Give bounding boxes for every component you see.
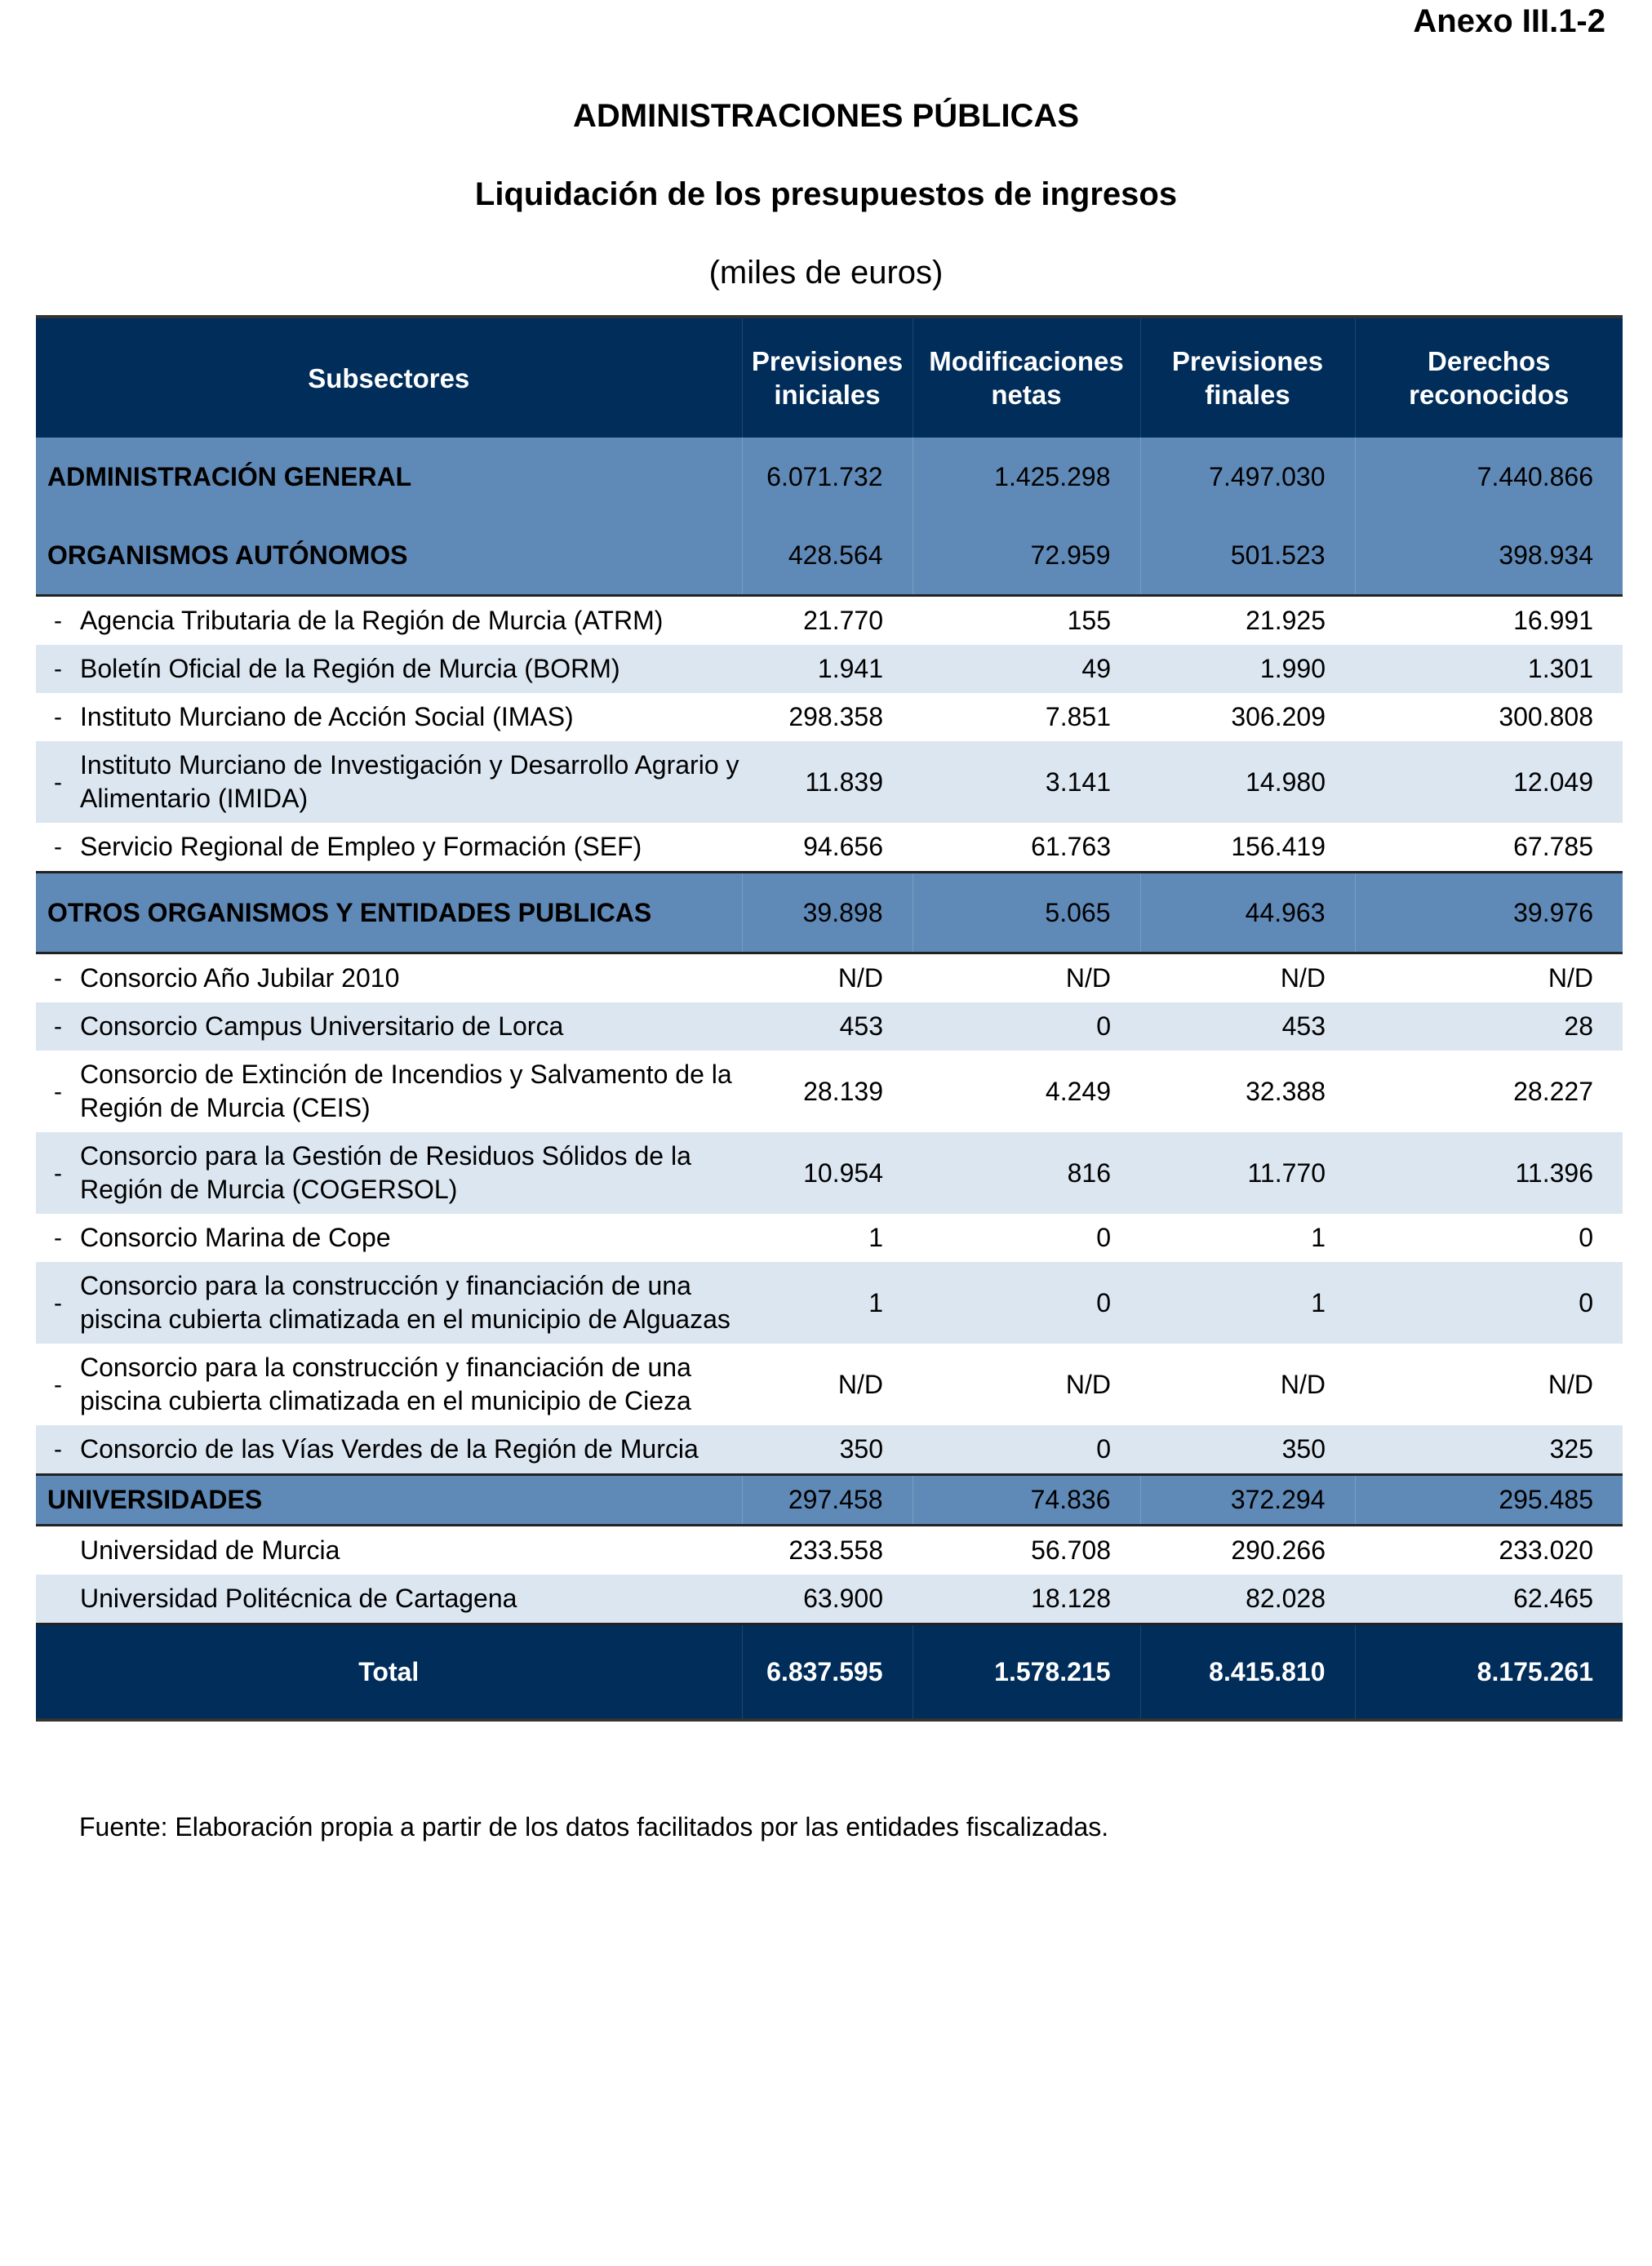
- value-cell: 32.388: [1140, 1051, 1355, 1132]
- row-label: Boletín Oficial de la Región de Murcia (BORM): [80, 654, 620, 683]
- total-value-cell: 1.578.215: [913, 1624, 1140, 1721]
- table-header-row: [36, 317, 1623, 438]
- value-cell: 28.139: [742, 1051, 913, 1132]
- row-label: Consorcio para la construcción y financiación de una piscina cubierta climatizada en el municipio de Alguazas: [80, 1271, 731, 1334]
- value-cell: 0: [1355, 1214, 1623, 1262]
- value-cell: 28.227: [1355, 1051, 1623, 1132]
- table-row: [36, 823, 1623, 873]
- value-cell: 1.941: [742, 645, 913, 693]
- total-value-cell: 8.175.261: [1355, 1624, 1623, 1721]
- bullet-dash: -: [54, 655, 62, 682]
- value-cell: 0: [913, 1262, 1140, 1344]
- value-cell: 233.558: [742, 1526, 913, 1575]
- value-cell: 0: [1355, 1262, 1623, 1344]
- value-cell: 49: [913, 645, 1140, 693]
- value-cell: 6.071.732: [742, 438, 913, 516]
- value-cell: 453: [742, 1002, 913, 1051]
- section-row: [36, 438, 1623, 516]
- value-cell: 428.564: [742, 516, 913, 596]
- value-cell: N/D: [913, 1344, 1140, 1425]
- value-cell: N/D: [1355, 1344, 1623, 1425]
- value-cell: 501.523: [1140, 516, 1355, 596]
- total-value-cell: 6.837.595: [742, 1624, 913, 1721]
- value-cell: 295.485: [1355, 1475, 1623, 1526]
- table-row: [36, 1002, 1623, 1051]
- document-title: ADMINISTRACIONES PÚBLICAS: [572, 98, 1080, 134]
- section-label: UNIVERSIDADES: [36, 1475, 742, 1526]
- table-row: [36, 1425, 1623, 1475]
- value-cell: 350: [742, 1425, 913, 1475]
- value-cell: 1: [1140, 1214, 1355, 1262]
- section-row: [36, 873, 1623, 953]
- budget-table: [36, 315, 1623, 1722]
- value-cell: N/D: [742, 953, 913, 1003]
- value-cell: N/D: [1140, 1344, 1355, 1425]
- bullet-dash: -: [54, 1371, 62, 1398]
- value-cell: 306.209: [1140, 693, 1355, 741]
- value-cell: 18.128: [913, 1575, 1140, 1624]
- value-cell: 11.396: [1355, 1132, 1623, 1214]
- table-row: [36, 953, 1623, 1003]
- value-cell: 0: [913, 1214, 1140, 1262]
- bullet-dash: -: [54, 1289, 62, 1317]
- value-cell: 1: [1140, 1262, 1355, 1344]
- value-cell: 1.990: [1140, 645, 1355, 693]
- bullet-dash: -: [54, 1436, 62, 1463]
- table-row: [36, 693, 1623, 741]
- bullet-dash: -: [54, 1077, 62, 1105]
- value-cell: 72.959: [913, 516, 1140, 596]
- document-subtitle: Liquidación de los presupuestos de ingresos: [474, 176, 1178, 212]
- value-cell: 0: [913, 1002, 1140, 1051]
- value-cell: 155: [913, 596, 1140, 646]
- row-label: Consorcio para la construcción y financiación de una piscina cubierta climatizada en el municipio de Cieza: [80, 1353, 691, 1415]
- value-cell: N/D: [742, 1344, 913, 1425]
- value-cell: 290.266: [1140, 1526, 1355, 1575]
- value-cell: 56.708: [913, 1526, 1140, 1575]
- table-row: [36, 741, 1623, 823]
- source-note: Fuente: Elaboración propia a partir de los datos facilitados por las entidades fiscalizadas.: [79, 1812, 1109, 1842]
- row-label: Consorcio Marina de Cope: [80, 1223, 391, 1252]
- row-label: Servicio Regional de Empleo y Formación (SEF): [80, 832, 642, 861]
- header-previsiones-iniciales: Previsiones iniciales: [742, 317, 913, 438]
- value-cell: 21.925: [1140, 596, 1355, 646]
- value-cell: 300.808: [1355, 693, 1623, 741]
- row-label: Universidad Politécnica de Cartagena: [80, 1584, 517, 1613]
- value-cell: 297.458: [742, 1475, 913, 1526]
- value-cell: N/D: [1355, 953, 1623, 1003]
- bullet-dash: -: [54, 1159, 62, 1187]
- total-label: Total: [36, 1624, 742, 1721]
- value-cell: 0: [913, 1425, 1140, 1475]
- header-modificaciones-netas: Modificaciones netas: [913, 317, 1140, 438]
- bullet-dash: -: [54, 1224, 62, 1251]
- row-label: Consorcio de Extinción de Incendios y Salvamento de la Región de Murcia (CEIS): [80, 1060, 732, 1122]
- value-cell: N/D: [1140, 953, 1355, 1003]
- value-cell: 61.763: [913, 823, 1140, 873]
- annex-label: Anexo III.1-2: [1413, 3, 1605, 39]
- value-cell: 21.770: [742, 596, 913, 646]
- value-cell: 372.294: [1140, 1475, 1355, 1526]
- value-cell: 74.836: [913, 1475, 1140, 1526]
- table-row: [36, 645, 1623, 693]
- table-row: [36, 1214, 1623, 1262]
- value-cell: 28: [1355, 1002, 1623, 1051]
- value-cell: 67.785: [1355, 823, 1623, 873]
- header-subsectores: Subsectores: [36, 317, 742, 438]
- value-cell: 63.900: [742, 1575, 913, 1624]
- value-cell: 1.301: [1355, 645, 1623, 693]
- value-cell: 10.954: [742, 1132, 913, 1214]
- value-cell: 3.141: [913, 741, 1140, 823]
- value-cell: 816: [913, 1132, 1140, 1214]
- value-cell: 1.425.298: [913, 438, 1140, 516]
- section-label: ADMINISTRACIÓN GENERAL: [36, 438, 742, 516]
- row-label: Instituto Murciano de Investigación y Desarrollo Agrario y Alimentario (IMIDA): [80, 750, 739, 813]
- bullet-dash: -: [54, 833, 62, 860]
- row-label: Consorcio de las Vías Verdes de la Región de Murcia: [80, 1434, 699, 1464]
- row-label: Agencia Tributaria de la Región de Murcia (ATRM): [80, 606, 664, 635]
- table-row: [36, 596, 1623, 646]
- value-cell: 453: [1140, 1002, 1355, 1051]
- value-cell: 7.497.030: [1140, 438, 1355, 516]
- value-cell: 1: [742, 1262, 913, 1344]
- row-label: Instituto Murciano de Acción Social (IMAS): [80, 702, 574, 731]
- table-row: [36, 1575, 1623, 1624]
- value-cell: 350: [1140, 1425, 1355, 1475]
- value-cell: 39.976: [1355, 873, 1623, 953]
- value-cell: 62.465: [1355, 1575, 1623, 1624]
- value-cell: 11.770: [1140, 1132, 1355, 1214]
- bullet-dash: -: [54, 965, 62, 992]
- value-cell: 233.020: [1355, 1526, 1623, 1575]
- value-cell: 1: [742, 1214, 913, 1262]
- value-cell: 44.963: [1140, 873, 1355, 953]
- value-cell: 398.934: [1355, 516, 1623, 596]
- value-cell: 7.440.866: [1355, 438, 1623, 516]
- value-cell: 94.656: [742, 823, 913, 873]
- value-cell: N/D: [913, 953, 1140, 1003]
- table-row: [36, 1344, 1623, 1425]
- value-cell: 156.419: [1140, 823, 1355, 873]
- value-cell: 298.358: [742, 693, 913, 741]
- bullet-dash: -: [54, 704, 62, 731]
- row-label: Consorcio para la Gestión de Residuos Sólidos de la Región de Murcia (COGERSOL): [80, 1141, 691, 1204]
- bullet-dash: -: [54, 607, 62, 634]
- value-cell: 12.049: [1355, 741, 1623, 823]
- value-cell: 11.839: [742, 741, 913, 823]
- table-row: [36, 1526, 1623, 1575]
- total-value-cell: 8.415.810: [1140, 1624, 1355, 1721]
- row-label: Consorcio Campus Universitario de Lorca: [80, 1011, 564, 1041]
- section-label: OTROS ORGANISMOS Y ENTIDADES PUBLICAS: [36, 873, 742, 953]
- units-label: (miles de euros): [708, 255, 944, 291]
- value-cell: 5.065: [913, 873, 1140, 953]
- section-row: [36, 516, 1623, 596]
- header-previsiones-finales: Previsiones finales: [1140, 317, 1355, 438]
- header-derechos-reconocidos: Derechos reconocidos: [1355, 317, 1623, 438]
- value-cell: 7.851: [913, 693, 1140, 741]
- table-row: [36, 1051, 1623, 1132]
- value-cell: 4.249: [913, 1051, 1140, 1132]
- section-row: [36, 1475, 1623, 1526]
- section-label: ORGANISMOS AUTÓNOMOS: [36, 516, 742, 596]
- bullet-dash: -: [54, 768, 62, 796]
- value-cell: 39.898: [742, 873, 913, 953]
- value-cell: 14.980: [1140, 741, 1355, 823]
- table-row: [36, 1262, 1623, 1344]
- total-row: [36, 1624, 1623, 1721]
- value-cell: 325: [1355, 1425, 1623, 1475]
- bullet-dash: -: [54, 1013, 62, 1040]
- row-label: Consorcio Año Jubilar 2010: [80, 963, 400, 993]
- value-cell: 16.991: [1355, 596, 1623, 646]
- row-label: Universidad de Murcia: [80, 1535, 340, 1565]
- value-cell: 82.028: [1140, 1575, 1355, 1624]
- table-row: [36, 1132, 1623, 1214]
